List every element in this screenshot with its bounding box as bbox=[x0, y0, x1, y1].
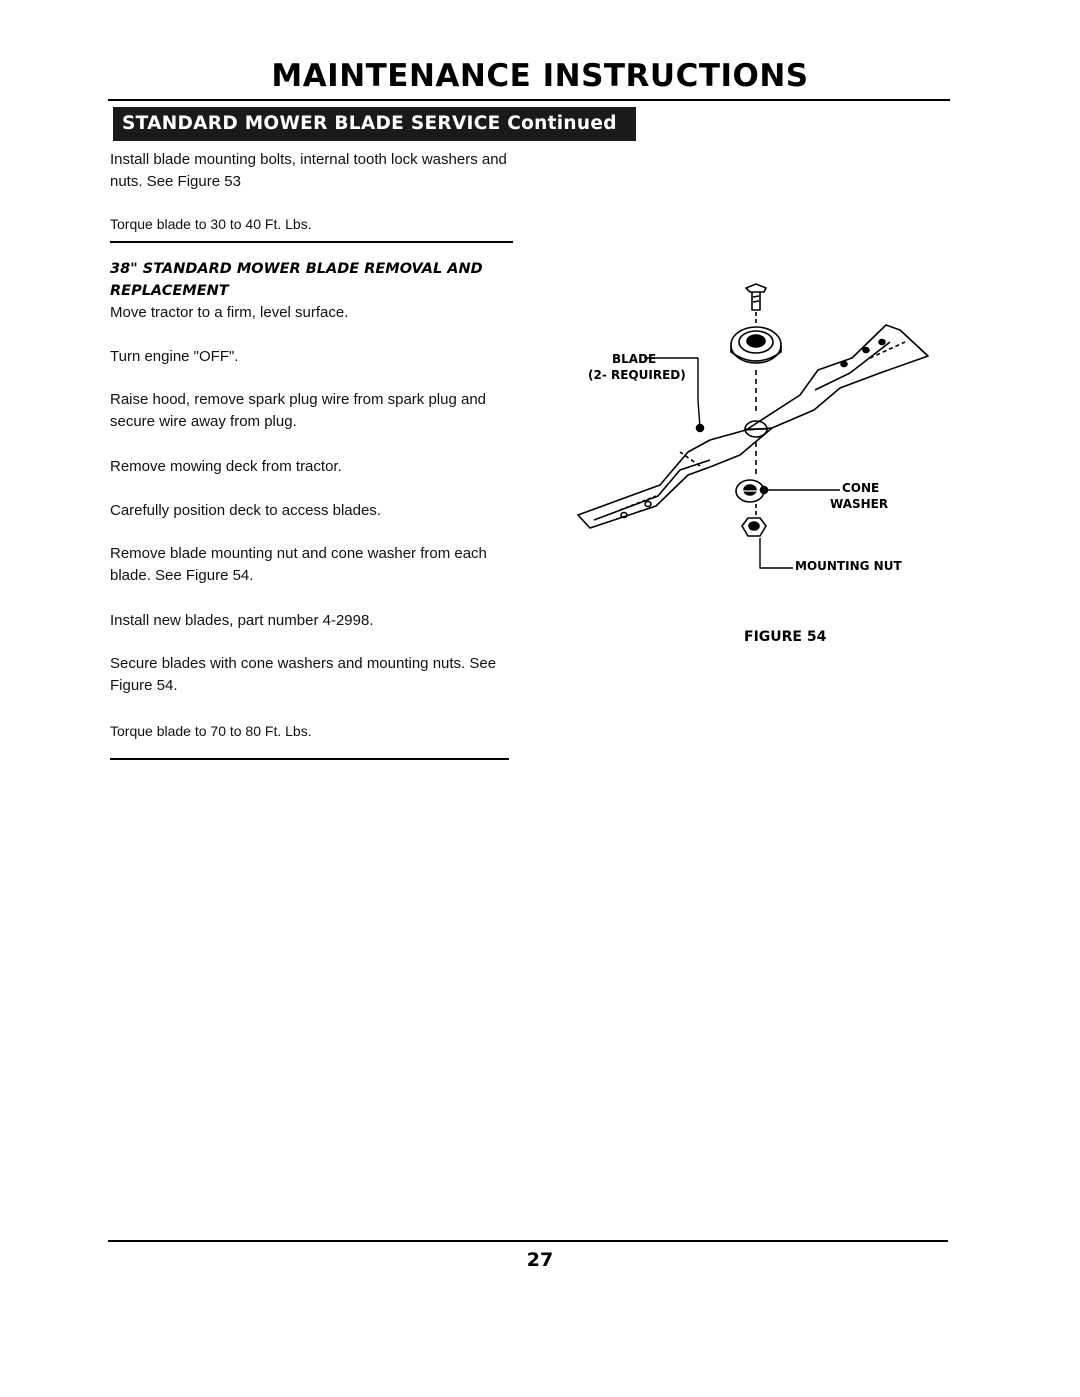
cone-label: CONE bbox=[842, 481, 880, 495]
step-position-deck: Carefully position deck to access blades. bbox=[110, 502, 381, 519]
blade-qty-label: (2- REQUIRED) bbox=[588, 368, 686, 382]
mounting-nut-label: MOUNTING NUT bbox=[795, 559, 902, 573]
page-number: 27 bbox=[526, 1249, 554, 1271]
title-divider bbox=[108, 99, 950, 101]
blade-assembly-illustration bbox=[560, 270, 940, 590]
step-spark-plug: Raise hood, remove spark plug wire from spark plug and secure wire away from plug. bbox=[110, 391, 487, 430]
section-banner: STANDARD MOWER BLADE SERVICE Continued bbox=[113, 107, 636, 141]
section-divider bbox=[110, 241, 513, 243]
footer-divider bbox=[108, 1240, 948, 1242]
spindle-icon bbox=[731, 327, 781, 363]
bolt-icon bbox=[746, 284, 766, 310]
step-engine-off: Turn engine "OFF". bbox=[110, 348, 239, 365]
step-move-tractor: Move tractor to a firm, level surface. bbox=[110, 304, 349, 321]
step-secure-blades: Secure blades with cone washers and mounting nuts. See Figure 54. bbox=[110, 655, 497, 694]
figure-caption: FIGURE 54 bbox=[744, 629, 827, 645]
step-remove-deck: Remove mowing deck from tractor. bbox=[110, 458, 342, 475]
procedure-end-divider bbox=[110, 758, 509, 760]
step-remove-nut: Remove blade mounting nut and cone washer from each blade. See Figure 54. bbox=[110, 545, 487, 584]
page-title: MAINTENANCE INSTRUCTIONS bbox=[271, 58, 809, 94]
procedure-heading: 38" STANDARD MOWER BLADE REMOVAL AND REPLACEMENT bbox=[110, 261, 483, 299]
torque-30-40-text: Torque blade to 30 to 40 Ft. Lbs. bbox=[110, 216, 312, 232]
blade-label: BLADE bbox=[612, 352, 657, 366]
install-bolts-text: Install blade mounting bolts, internal tooth lock washers and nuts. See Figure 53 bbox=[110, 151, 507, 190]
step-install-blades: Install new blades, part number 4-2998. bbox=[110, 612, 374, 629]
torque-70-80-text: Torque blade to 70 to 80 Ft. Lbs. bbox=[110, 723, 312, 739]
washer-label: WASHER bbox=[830, 497, 889, 511]
mounting-nut-icon bbox=[742, 518, 766, 536]
cone-washer-icon bbox=[736, 480, 764, 502]
